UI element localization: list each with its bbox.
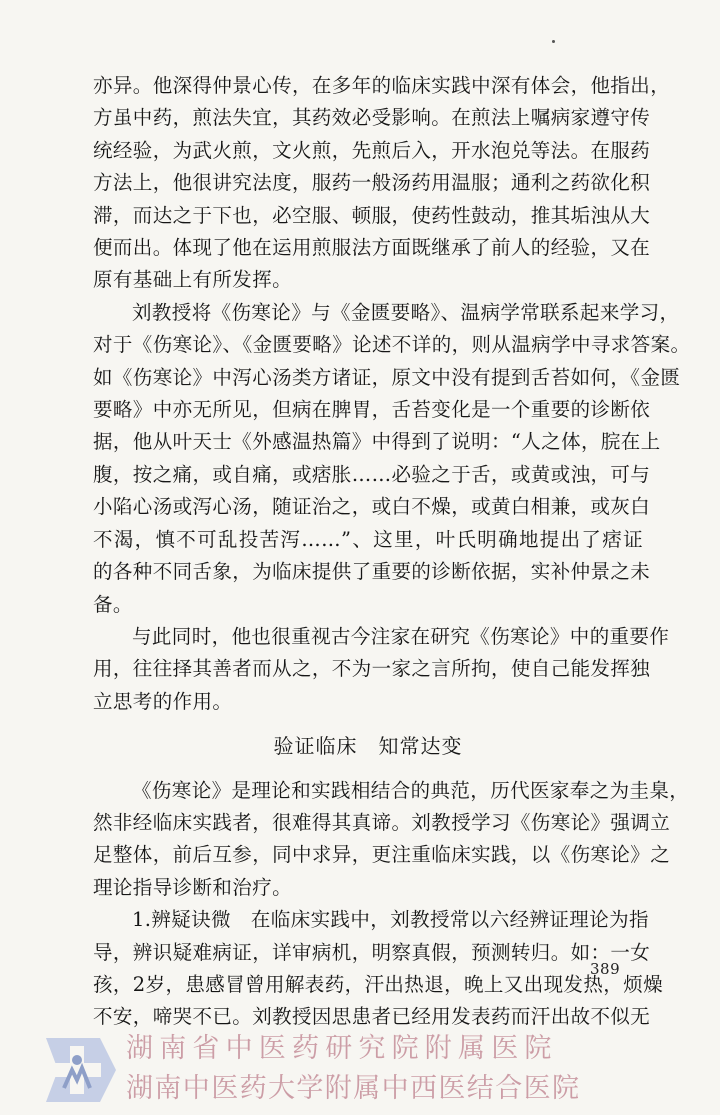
hospital-logo-icon	[38, 1030, 118, 1110]
text-line: 的各种不同舌象，为临床提供了重要的诊断依据，实补仲景之未	[93, 560, 651, 584]
text-line: 《伤寒论》是理论和实践相结合的典范，历代医家奉之为圭臬，	[132, 778, 690, 802]
page-number: 389	[590, 960, 621, 978]
paragraph	[93, 775, 690, 905]
text-line: 滞，而达之于下也，必空服、顿服，使药性鼓动，推其垢浊从大	[93, 203, 651, 227]
paragraph	[93, 297, 691, 621]
text-line: 1.辨疑诀微 在临床实践中，刘教授常以六经辨证理论为指	[132, 908, 649, 932]
text-line: 不渴，慎不可乱投苦泻……”、这里，叶氏明确地提出了痞证	[93, 527, 643, 551]
text-line: 便而出。体现了他在运用煎服法方面既继承了前人的经验，又在	[93, 236, 651, 260]
text-line: 方虽中药，煎法失宜，其药效必受影响。在煎法上嘱病家遵守传	[93, 106, 651, 130]
text-line: 刘教授将《伤寒论》与《金匮要略》、温病学常联系起来学习，	[132, 300, 680, 324]
text-line: 理论指导诊断和治疗。	[93, 875, 293, 899]
text-line: 小陷心汤或泻心汤，随证治之，或白不燥，或黄白相兼，或灰白	[93, 495, 651, 519]
text-line: 统经验，为武火煎，文火煎，先煎后入，开水泡兑等法。在服药	[93, 138, 651, 162]
text-line: 用，往往择其善者而从之，不为一家之言所拘，使自己能发挥独	[93, 657, 651, 681]
text-line: 原有基础上有所发挥。	[93, 268, 293, 292]
text-line: 方法上，他很讲究法度，服药一般汤药用温服；通利之药欲化积	[93, 171, 651, 195]
text-line: 对于《伤寒论》、《金匮要略》论述不详的，则从温病学中寻求答案。	[93, 333, 691, 357]
text-line: 亦异。他深得仲景心传，在多年的临床实践中深有体会，他指出，	[93, 74, 671, 97]
text-line: 孩，2岁，患感冒曾用解表药，汗出热退，晚上又出现发热，烦燥	[93, 972, 664, 996]
text-line: 腹，按之痛，或自痛，或痞胀……必验之于舌，或黄或浊，可与	[93, 462, 651, 486]
text-line: 据，他从叶天士《外感温热篇》中得到了说明：“人之体，脘在上	[93, 430, 661, 454]
paragraph	[93, 70, 671, 297]
text-line: 不安，啼哭不已。刘教授因思患者已经用发表药而汗出故不似无	[93, 1005, 651, 1029]
paragraph	[93, 904, 664, 1034]
text-line: 与此同时，他也很重视古今注家在研究《伤寒论》中的重要作	[132, 624, 670, 648]
text-line: 立思考的作用。	[93, 689, 233, 713]
scan-speck	[552, 40, 555, 43]
text-line: 如《伤寒论》中泻心汤类方诸证，原文中没有提到舌苔如何，《金匮	[93, 365, 681, 389]
paragraph	[93, 621, 670, 718]
hospital-watermark	[38, 1022, 678, 1112]
section-heading: 验证临床 知常达变	[273, 734, 463, 759]
text-line: 导，辨识疑难病证，详审病机，明察真假，预测转归。如：一女	[93, 940, 651, 964]
text-line: 足整体，前后互参，同中求异，更注重临床实践，以《伤寒论》之	[93, 843, 671, 867]
text-line: 要略》中亦无所见，但病在脾胃，舌苔变化是一个重要的诊断依	[93, 398, 651, 422]
body-text	[93, 70, 691, 1034]
text-line: 备。	[93, 592, 133, 616]
text-line: 然非经临床实践者，很难得其真谛。刘教授学习《伤寒论》强调立	[93, 810, 671, 834]
watermark-line-1: 湖南省中医药研究院附属医院	[126, 1033, 558, 1064]
watermark-line-2: 湖南中医药大学附属中西医结合医院	[126, 1073, 581, 1104]
